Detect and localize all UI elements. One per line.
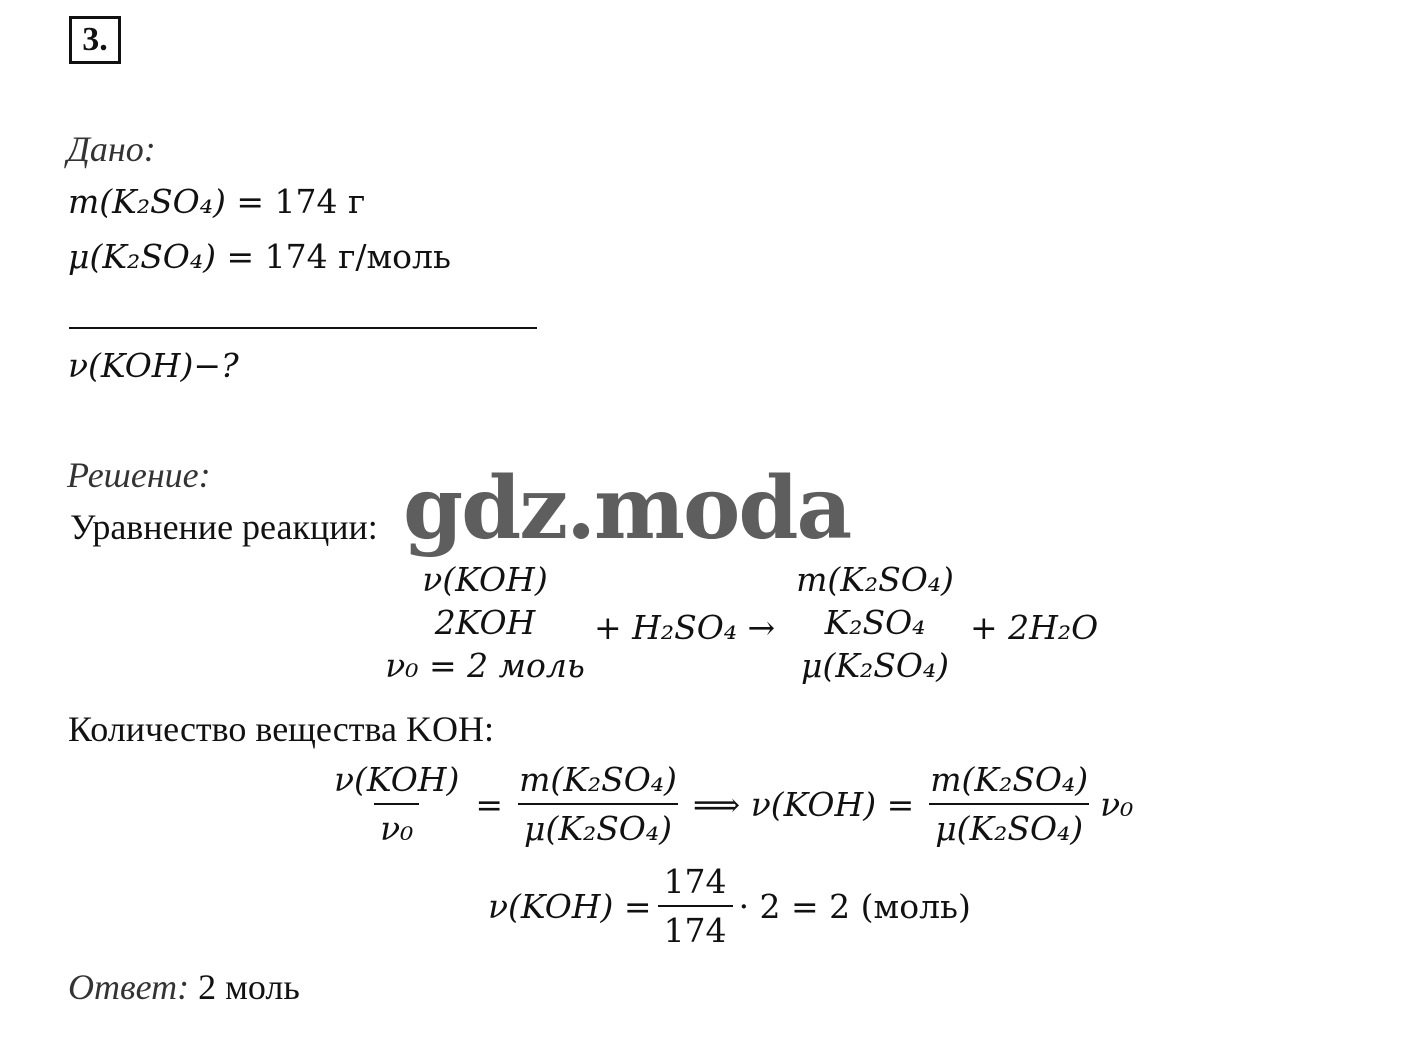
salt-column <box>770 560 980 685</box>
fraction-mass-ratio <box>513 760 683 848</box>
salt-mass: m(K₂SO₄) <box>796 560 954 599</box>
given-molar-mass-lhs: μ(K₂SO₄) <box>68 237 216 276</box>
calc-denominator: 174 <box>658 905 733 950</box>
salt-molar-mass: μ(K₂SO₄) <box>801 646 949 685</box>
nu-zero-term: ν₀ <box>1100 784 1134 824</box>
fraction-amount-ratio <box>328 760 465 848</box>
calc-rhs: · 2 = 2 (моль) <box>738 886 971 926</box>
given-molar-mass-rhs: = 174 г/моль <box>226 237 451 276</box>
answer-value: 2 моль <box>198 967 300 1007</box>
fraction-mass-numerator: m(K₂SO₄) <box>519 760 677 799</box>
water-term: + 2H₂O <box>970 608 1099 647</box>
find-quantity: ν(KOH)−? <box>68 346 239 385</box>
acid-term: + H₂SO₄ → <box>594 608 776 647</box>
amount-label: Количество вещества KOH: <box>68 709 494 749</box>
salt-formula: K₂SO₄ <box>824 603 926 642</box>
calc-fraction <box>658 862 733 950</box>
fraction-mass-denominator-2: μ(K₂SO₄) <box>929 803 1089 848</box>
given-mass-lhs: m(K₂SO₄) <box>68 182 226 221</box>
answer-label: Ответ: <box>68 967 190 1007</box>
task-number-box: 3. <box>69 16 121 64</box>
given-molar-mass <box>68 237 451 276</box>
answer-line <box>68 966 300 1008</box>
koh-moles: ν₀ = 2 моль <box>385 646 585 685</box>
calc-lhs: ν(KOH) = <box>488 886 652 926</box>
given-heading: Дано: <box>67 129 156 169</box>
solution-heading: Решение: <box>67 455 211 495</box>
koh-amount: ν(KOH) <box>422 560 548 599</box>
calculation-equation <box>488 862 971 950</box>
fraction-amount-numerator: ν(KOH) <box>334 760 460 799</box>
equals-sign: = <box>475 784 504 824</box>
fraction-mass-ratio-2 <box>924 760 1094 848</box>
koh-column <box>360 560 610 685</box>
given-mass <box>68 182 365 221</box>
proportion-equation <box>322 760 1133 848</box>
fraction-mass-numerator-2: m(K₂SO₄) <box>930 760 1089 799</box>
calc-numerator: 174 <box>663 862 727 901</box>
given-mass-rhs: = 174 г <box>236 182 366 221</box>
implies-term: ⟹ ν(KOH) = <box>692 784 915 824</box>
fraction-amount-denominator: ν₀ <box>374 803 419 848</box>
koh-formula: 2KOH <box>434 603 536 642</box>
reaction-equation-label: Уравнение реакции: <box>70 507 378 547</box>
given-divider <box>69 327 537 329</box>
watermark-logo: gdz.moda <box>403 458 851 559</box>
fraction-mass-denominator: μ(K₂SO₄) <box>518 803 678 848</box>
